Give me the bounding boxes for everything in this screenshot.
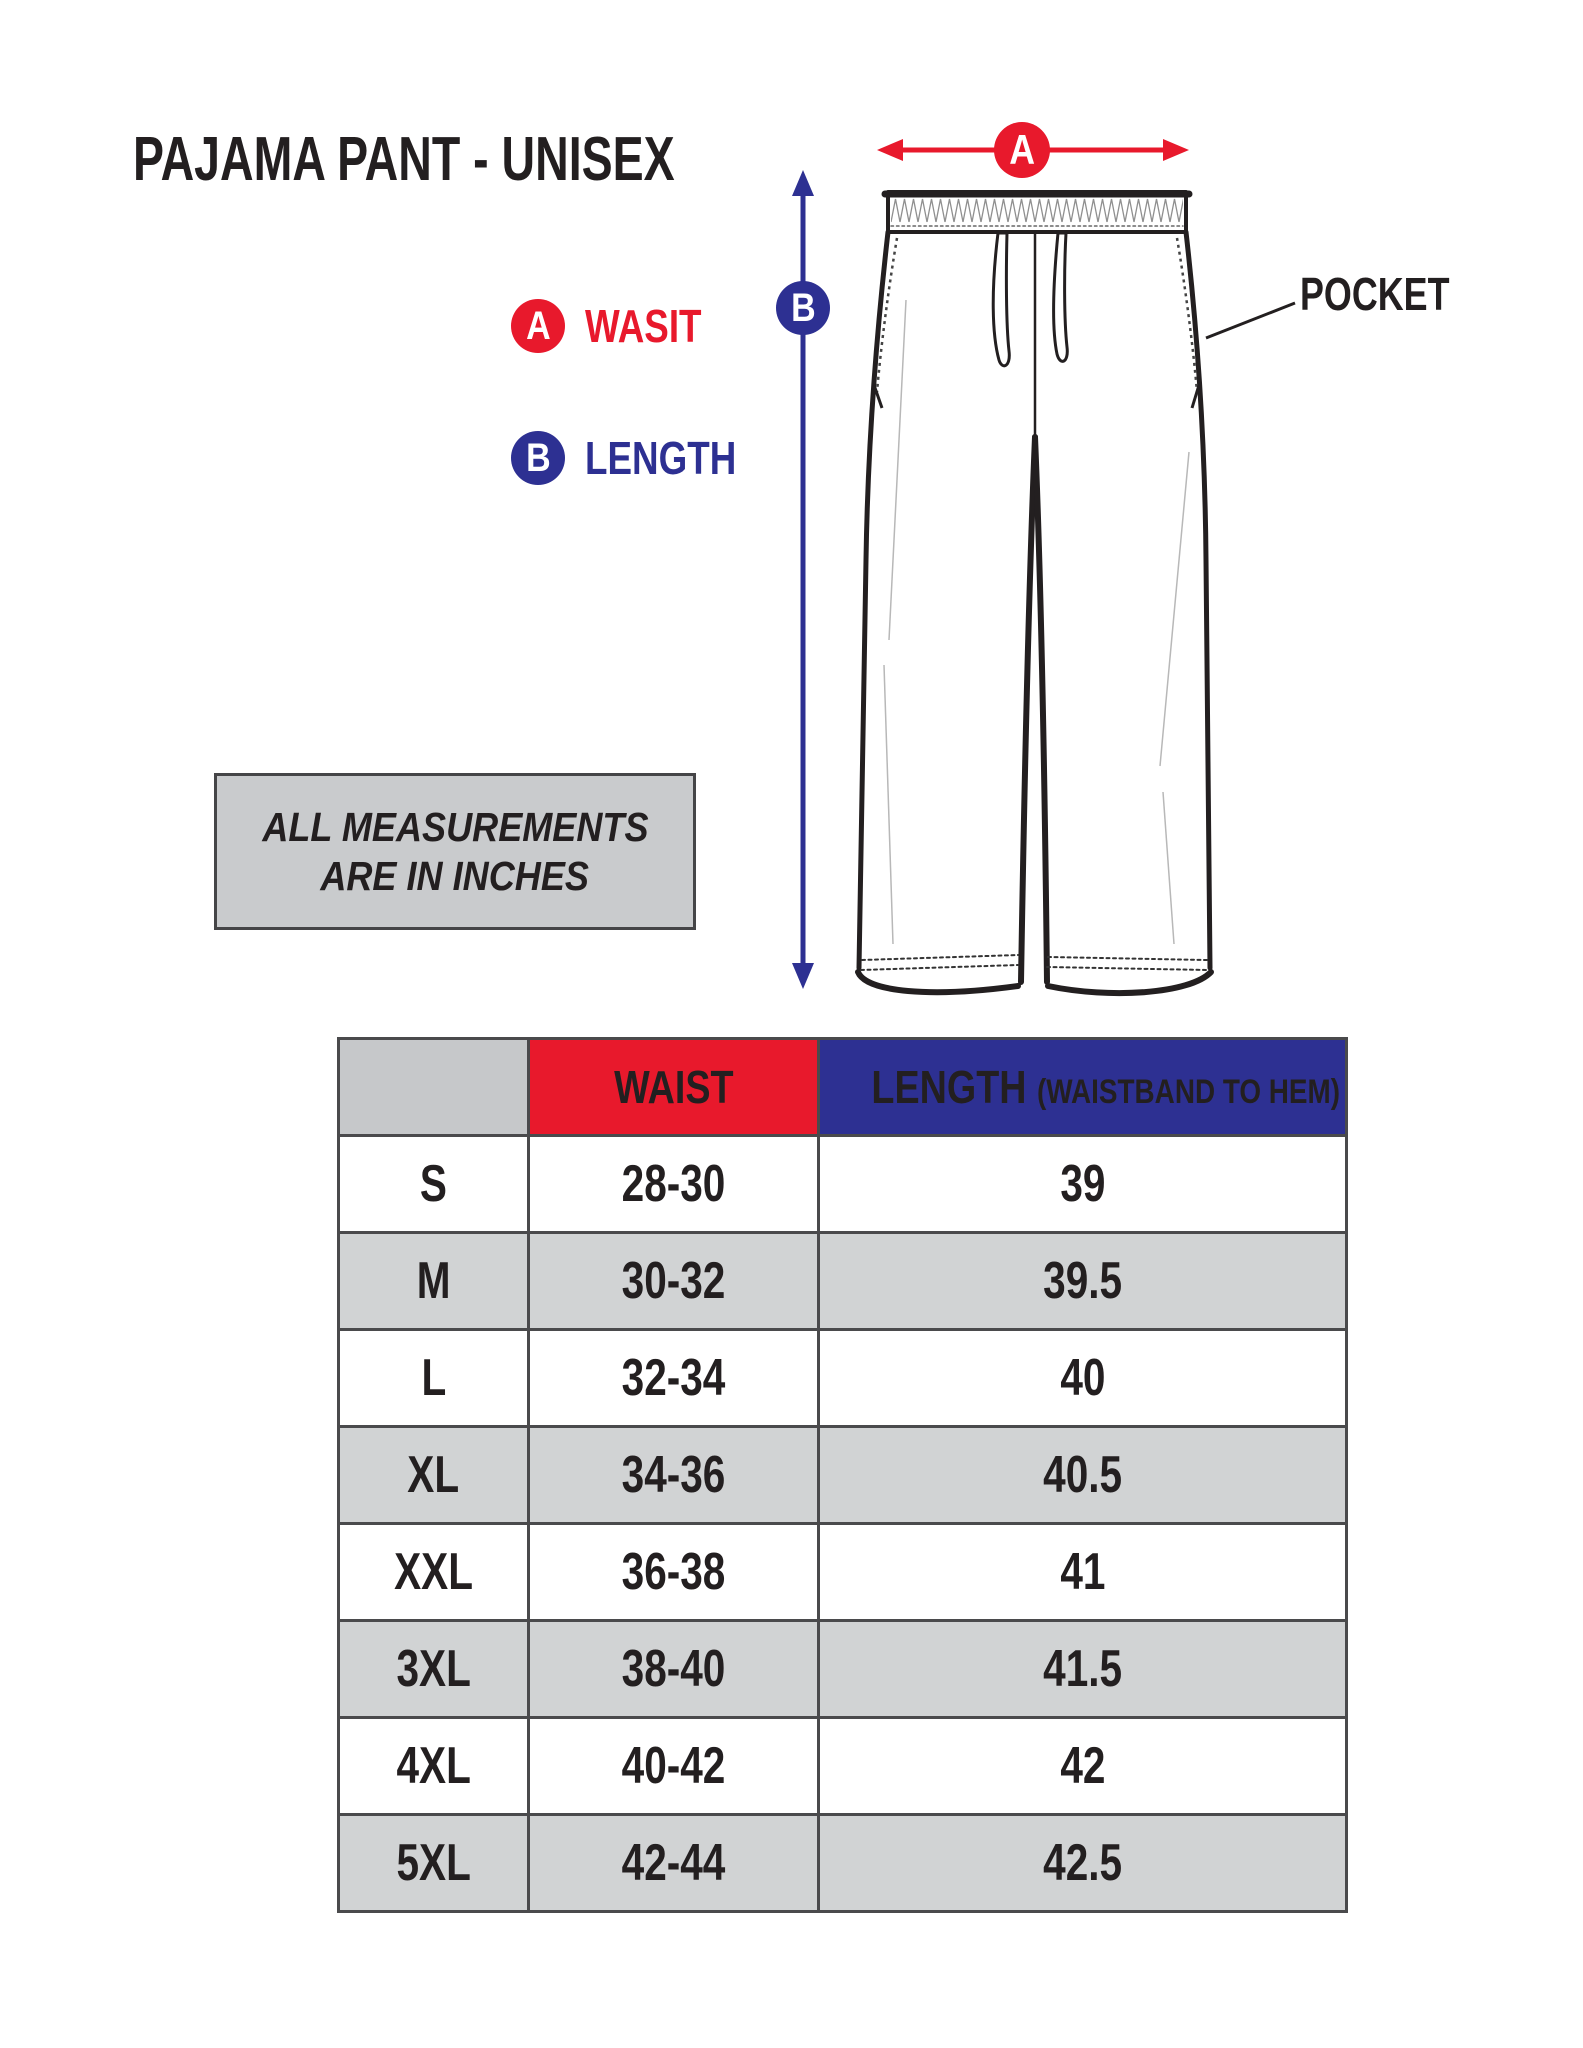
- header-waist-cell: [529, 1039, 819, 1136]
- size-cell: S: [419, 1155, 448, 1213]
- drawstrings: [993, 233, 1067, 366]
- waist-cell: 36-38: [621, 1543, 726, 1601]
- length-cell: 41.5: [1043, 1640, 1122, 1698]
- table-row: [339, 1427, 1347, 1524]
- legend-a-label: WASIT: [585, 300, 702, 352]
- pocket-seams: [874, 238, 1199, 408]
- header-waist-label: WAIST: [613, 1061, 734, 1113]
- waist-cell: 32-34: [621, 1349, 726, 1407]
- size-cell: 4XL: [396, 1737, 471, 1795]
- length-cell: 42: [1059, 1737, 1106, 1795]
- legend-b-label: LENGTH: [585, 432, 737, 484]
- waist-arrow-badge: [994, 122, 1050, 178]
- waist-cell: 28-30: [621, 1155, 726, 1213]
- size-table: [337, 1037, 1348, 1913]
- waist-cell: 38-40: [621, 1640, 726, 1698]
- table-row: [339, 1330, 1347, 1427]
- length-cell: 40.5: [1043, 1446, 1122, 1504]
- length-cell: 42.5: [1043, 1834, 1122, 1892]
- length-cell: 40: [1059, 1349, 1106, 1407]
- length-arrow-badge: [776, 281, 830, 335]
- legend-b-letter: B: [525, 435, 551, 480]
- size-cell: M: [416, 1252, 451, 1310]
- length-cell: 39.5: [1043, 1252, 1122, 1310]
- table-row: [339, 1524, 1347, 1621]
- note-line-2: ARE IN INCHES: [320, 852, 590, 899]
- length-arrow-letter: B: [790, 285, 816, 330]
- waist-cell: 40-42: [621, 1737, 726, 1795]
- table-row: [339, 1233, 1347, 1330]
- seam-lines: [884, 300, 1189, 944]
- size-cell: XL: [407, 1446, 460, 1504]
- waist-cell: 42-44: [621, 1834, 726, 1892]
- header-length-cell: [819, 1039, 1347, 1136]
- waist-cell: 34-36: [621, 1446, 726, 1504]
- table-row: [339, 1136, 1347, 1233]
- length-cell: 41: [1059, 1543, 1106, 1601]
- size-cell: 3XL: [396, 1640, 471, 1698]
- waist-cell: 30-32: [621, 1252, 726, 1310]
- header-size-cell: [339, 1039, 529, 1136]
- page-title: PAJAMA PANT - UNISEX: [133, 124, 675, 194]
- size-table-header-row: [339, 1039, 1347, 1136]
- legend-a-badge: [511, 299, 565, 353]
- size-cell: L: [421, 1349, 446, 1407]
- size-cell: XXL: [394, 1543, 473, 1601]
- note-line-1: ALL MEASUREMENTS: [261, 803, 649, 850]
- table-row: [339, 1621, 1347, 1718]
- header-length-main: LENGTH: [871, 1061, 1027, 1113]
- legend-a-letter: A: [525, 303, 551, 348]
- length-cell: 39: [1059, 1155, 1106, 1213]
- measurements-note-box: [214, 773, 696, 930]
- table-row: [339, 1718, 1347, 1815]
- header-length-label: [871, 1060, 1340, 1114]
- pocket-label: POCKET: [1300, 268, 1450, 320]
- header-length-sub: (WAISTBAND TO HEM): [1036, 1073, 1341, 1111]
- waist-arrow-letter: A: [1009, 126, 1035, 173]
- table-row: [339, 1815, 1347, 1912]
- legend-b-badge: [511, 431, 565, 485]
- size-cell: 5XL: [396, 1834, 471, 1892]
- pants-outline: [858, 192, 1211, 993]
- pocket-pointer-line: [1206, 303, 1295, 338]
